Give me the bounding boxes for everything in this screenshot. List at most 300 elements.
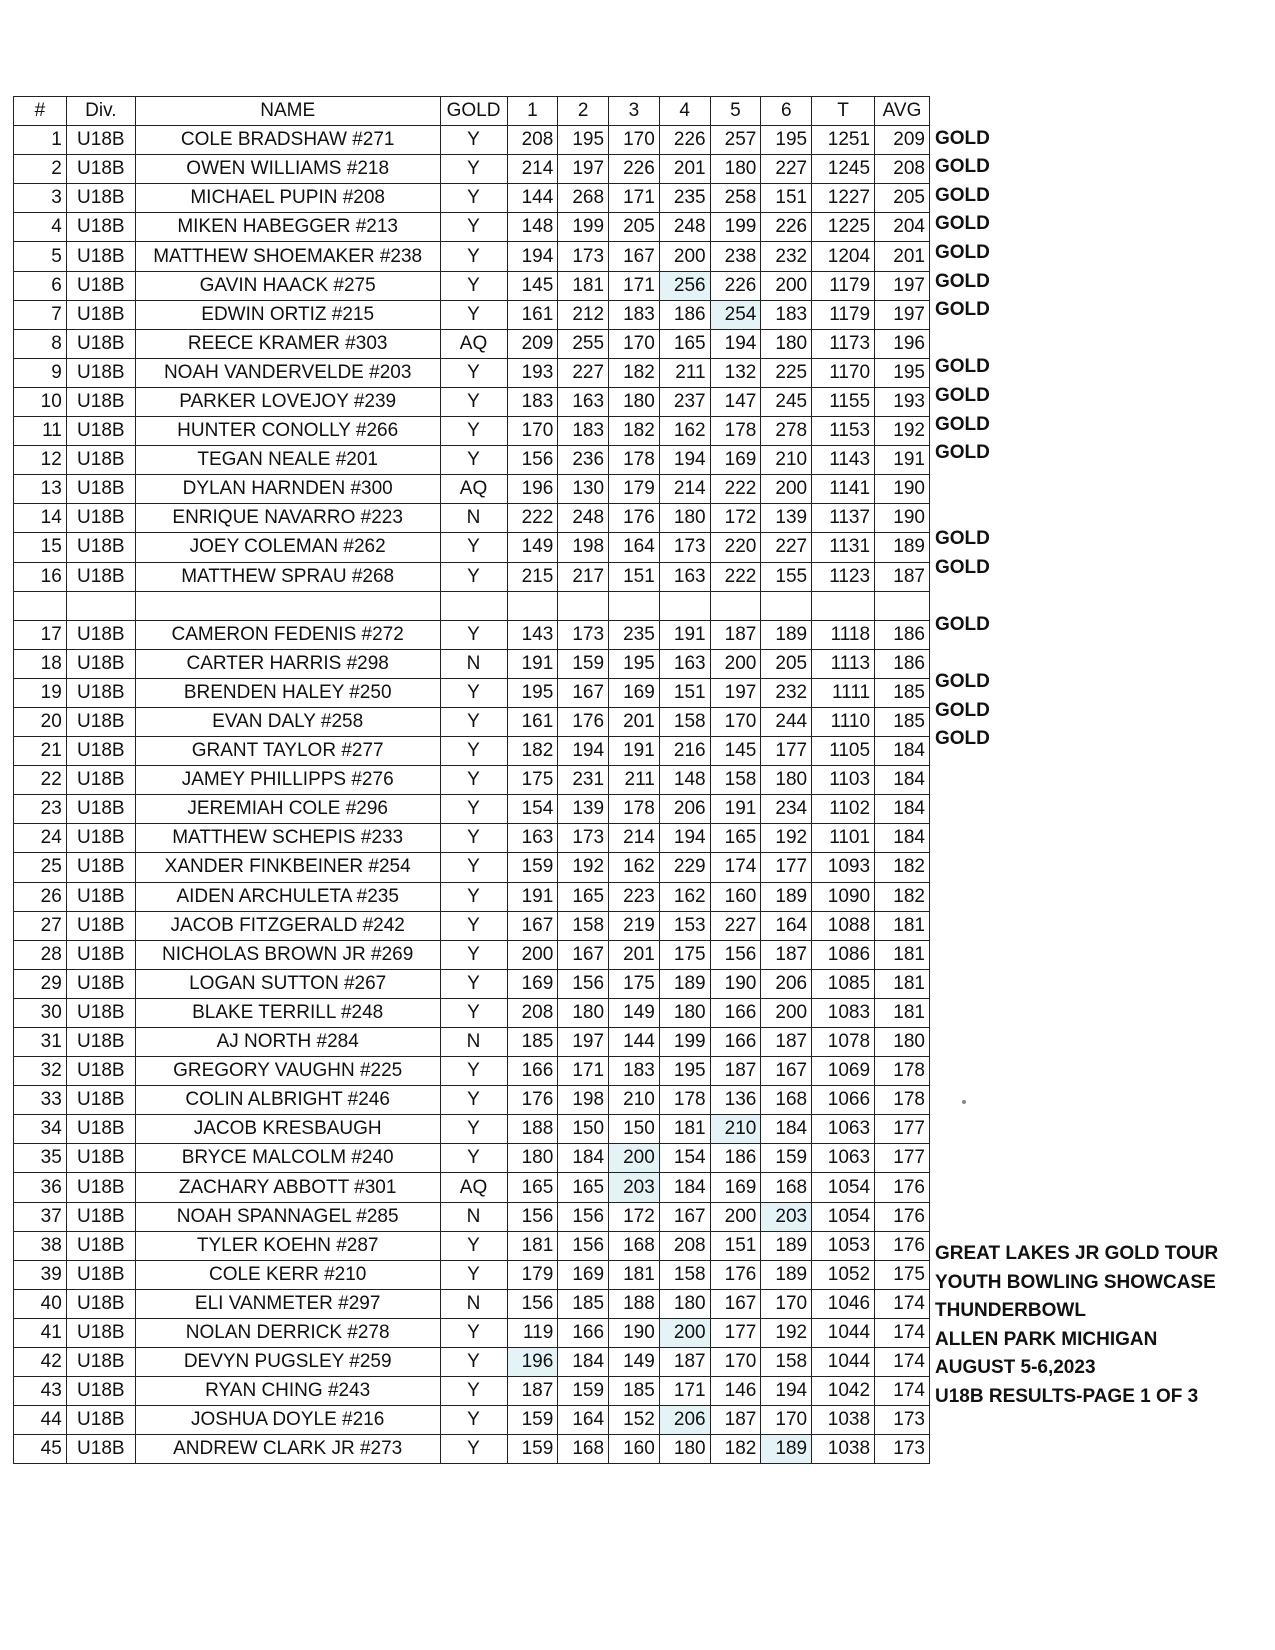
game-2-score-cell: 156 bbox=[558, 1231, 609, 1260]
rank-cell: 42 bbox=[14, 1348, 67, 1377]
game-1-score-cell: 159 bbox=[507, 853, 558, 882]
game-6-score-cell: 226 bbox=[761, 213, 812, 242]
game-6-score-cell: 210 bbox=[761, 446, 812, 475]
average-cell: 204 bbox=[875, 213, 930, 242]
table-row bbox=[14, 358, 930, 387]
game-1-score-cell: 170 bbox=[507, 417, 558, 446]
game-2-score-cell: 236 bbox=[558, 446, 609, 475]
game-5-score-cell: 197 bbox=[710, 678, 761, 707]
average-cell: 178 bbox=[875, 1086, 930, 1115]
rank-cell: 20 bbox=[14, 707, 67, 736]
game-5-score-cell: 166 bbox=[710, 1028, 761, 1057]
bowler-name-cell: OWEN WILLIAMS #218 bbox=[135, 155, 440, 184]
game-3-score-cell: 185 bbox=[609, 1377, 660, 1406]
gold-status-cell: Y bbox=[440, 126, 507, 155]
game-3-score-cell: 160 bbox=[609, 1435, 660, 1464]
total-cell: 1038 bbox=[812, 1406, 875, 1435]
game-2-score-cell: 268 bbox=[558, 184, 609, 213]
game-6-score-cell: 206 bbox=[761, 969, 812, 998]
average-cell: 175 bbox=[875, 1260, 930, 1289]
rank-cell: 3 bbox=[14, 184, 67, 213]
game-5-score-cell: 182 bbox=[710, 1435, 761, 1464]
game-6-score-cell: 139 bbox=[761, 504, 812, 533]
game-5-score-cell: 227 bbox=[710, 911, 761, 940]
average-cell: 208 bbox=[875, 155, 930, 184]
division-cell: U18B bbox=[66, 271, 135, 300]
gold-qualifier-label: GOLD bbox=[935, 356, 990, 378]
gold-qualifier-label: GOLD bbox=[935, 213, 990, 235]
game-1-score-cell: 156 bbox=[507, 1202, 558, 1231]
bowler-name-cell: ELI VANMETER #297 bbox=[135, 1289, 440, 1318]
bowler-name-cell: LOGAN SUTTON #267 bbox=[135, 969, 440, 998]
bowler-name-cell: GREGORY VAUGHN #225 bbox=[135, 1057, 440, 1086]
game-6-score-cell: 164 bbox=[761, 911, 812, 940]
game-1-score-cell: 167 bbox=[507, 911, 558, 940]
game-4-score-cell: 216 bbox=[659, 737, 710, 766]
game-3-score-cell: 144 bbox=[609, 1028, 660, 1057]
game-5-score-cell: 170 bbox=[710, 707, 761, 736]
rank-cell: 2 bbox=[14, 155, 67, 184]
bowler-name-cell: RYAN CHING #243 bbox=[135, 1377, 440, 1406]
game-1-score-cell: 169 bbox=[507, 969, 558, 998]
game-2-score-cell: 139 bbox=[558, 795, 609, 824]
game-4-score-cell: 194 bbox=[659, 824, 710, 853]
game-3-score-cell: 179 bbox=[609, 475, 660, 504]
rank-cell: 4 bbox=[14, 213, 67, 242]
table-row bbox=[14, 1406, 930, 1435]
table-row bbox=[14, 126, 930, 155]
table-row bbox=[14, 766, 930, 795]
total-cell: 1170 bbox=[812, 358, 875, 387]
game-5-score-cell: 178 bbox=[710, 417, 761, 446]
game-1-score-cell: 165 bbox=[507, 1173, 558, 1202]
division-cell: U18B bbox=[66, 126, 135, 155]
game-1-score-cell: 154 bbox=[507, 795, 558, 824]
event-info-line: ALLEN PARK MICHIGAN bbox=[935, 1328, 1158, 1350]
total-cell: 1044 bbox=[812, 1348, 875, 1377]
bowler-name-cell: AIDEN ARCHULETA #235 bbox=[135, 882, 440, 911]
blank-cell bbox=[609, 591, 660, 620]
table-row bbox=[14, 1377, 930, 1406]
division-cell: U18B bbox=[66, 1435, 135, 1464]
rank-cell: 23 bbox=[14, 795, 67, 824]
game-3-score-cell: 178 bbox=[609, 795, 660, 824]
scan-speck bbox=[962, 1100, 966, 1104]
average-cell: 185 bbox=[875, 678, 930, 707]
gold-status-cell: AQ bbox=[440, 329, 507, 358]
table-row bbox=[14, 271, 930, 300]
event-info-line: YOUTH BOWLING SHOWCASE bbox=[935, 1271, 1216, 1293]
blank-cell bbox=[440, 591, 507, 620]
rank-cell: 32 bbox=[14, 1057, 67, 1086]
blank-cell bbox=[875, 591, 930, 620]
gold-qualifier-label: GOLD bbox=[935, 613, 990, 635]
division-cell: U18B bbox=[66, 329, 135, 358]
game-6-score-cell: 232 bbox=[761, 678, 812, 707]
game-1-score-cell: 183 bbox=[507, 387, 558, 416]
header-total: T bbox=[812, 97, 875, 126]
game-4-score-cell: 158 bbox=[659, 1260, 710, 1289]
game-6-score-cell: 180 bbox=[761, 766, 812, 795]
gold-status-cell: Y bbox=[440, 1260, 507, 1289]
total-cell: 1105 bbox=[812, 737, 875, 766]
game-6-score-cell: 194 bbox=[761, 1377, 812, 1406]
game-5-score-cell: 176 bbox=[710, 1260, 761, 1289]
gold-qualifier-label: GOLD bbox=[935, 184, 990, 206]
bowler-name-cell: EDWIN ORTIZ #215 bbox=[135, 300, 440, 329]
game-6-score-cell: 203 bbox=[761, 1202, 812, 1231]
division-cell: U18B bbox=[66, 504, 135, 533]
average-cell: 184 bbox=[875, 766, 930, 795]
bowler-name-cell: DEVYN PUGSLEY #259 bbox=[135, 1348, 440, 1377]
game-2-score-cell: 184 bbox=[558, 1144, 609, 1173]
game-4-score-cell: 191 bbox=[659, 620, 710, 649]
game-3-score-cell: 190 bbox=[609, 1318, 660, 1347]
rank-cell: 6 bbox=[14, 271, 67, 300]
game-6-score-cell: 189 bbox=[761, 1435, 812, 1464]
game-5-score-cell: 180 bbox=[710, 155, 761, 184]
gold-status-cell: Y bbox=[440, 155, 507, 184]
game-6-score-cell: 195 bbox=[761, 126, 812, 155]
game-3-score-cell: 180 bbox=[609, 387, 660, 416]
bowler-name-cell: EVAN DALY #258 bbox=[135, 707, 440, 736]
game-3-score-cell: 171 bbox=[609, 271, 660, 300]
game-4-score-cell: 186 bbox=[659, 300, 710, 329]
average-cell: 205 bbox=[875, 184, 930, 213]
division-cell: U18B bbox=[66, 882, 135, 911]
gold-qualifier-label: GOLD bbox=[935, 242, 990, 263]
game-5-score-cell: 220 bbox=[710, 533, 761, 562]
average-cell: 197 bbox=[875, 271, 930, 300]
game-4-score-cell: 195 bbox=[659, 1057, 710, 1086]
game-6-score-cell: 170 bbox=[761, 1406, 812, 1435]
game-4-score-cell: 171 bbox=[659, 1377, 710, 1406]
game-3-score-cell: 181 bbox=[609, 1260, 660, 1289]
game-6-score-cell: 244 bbox=[761, 707, 812, 736]
total-cell: 1101 bbox=[812, 824, 875, 853]
average-cell: 182 bbox=[875, 853, 930, 882]
game-5-score-cell: 257 bbox=[710, 126, 761, 155]
bowler-name-cell: BRENDEN HALEY #250 bbox=[135, 678, 440, 707]
event-info-line: GREAT LAKES JR GOLD TOUR bbox=[935, 1243, 1219, 1264]
game-3-score-cell: 178 bbox=[609, 446, 660, 475]
table-row bbox=[14, 446, 930, 475]
bowler-name-cell: JEREMIAH COLE #296 bbox=[135, 795, 440, 824]
game-6-score-cell: 177 bbox=[761, 737, 812, 766]
game-1-score-cell: 144 bbox=[507, 184, 558, 213]
table-row bbox=[14, 620, 930, 649]
average-cell: 176 bbox=[875, 1173, 930, 1202]
gold-qualifier-label: GOLD bbox=[935, 442, 990, 464]
rank-cell: 29 bbox=[14, 969, 67, 998]
total-cell: 1054 bbox=[812, 1173, 875, 1202]
total-cell: 1103 bbox=[812, 766, 875, 795]
gold-qualifier-label: GOLD bbox=[935, 699, 990, 721]
game-1-score-cell: 156 bbox=[507, 446, 558, 475]
division-cell: U18B bbox=[66, 1260, 135, 1289]
game-1-score-cell: 196 bbox=[507, 1348, 558, 1377]
bowler-name-cell: NOAH SPANNAGEL #285 bbox=[135, 1202, 440, 1231]
game-6-score-cell: 205 bbox=[761, 649, 812, 678]
gold-status-cell: Y bbox=[440, 300, 507, 329]
average-cell: 189 bbox=[875, 533, 930, 562]
gold-status-cell: Y bbox=[440, 1348, 507, 1377]
average-cell: 181 bbox=[875, 969, 930, 998]
game-5-score-cell: 200 bbox=[710, 1202, 761, 1231]
division-cell: U18B bbox=[66, 1231, 135, 1260]
bowler-name-cell: JACOB KRESBAUGH bbox=[135, 1115, 440, 1144]
division-cell: U18B bbox=[66, 853, 135, 882]
game-3-score-cell: 203 bbox=[609, 1173, 660, 1202]
division-cell: U18B bbox=[66, 1115, 135, 1144]
rank-cell: 34 bbox=[14, 1115, 67, 1144]
gold-status-cell: Y bbox=[440, 620, 507, 649]
gold-qualifier-label: GOLD bbox=[935, 556, 990, 578]
gold-status-cell: AQ bbox=[440, 1173, 507, 1202]
gold-qualifier-label: GOLD bbox=[935, 299, 990, 321]
total-cell: 1225 bbox=[812, 213, 875, 242]
division-cell: U18B bbox=[66, 417, 135, 446]
average-cell: 190 bbox=[875, 475, 930, 504]
game-5-score-cell: 186 bbox=[710, 1144, 761, 1173]
gold-status-cell: Y bbox=[440, 853, 507, 882]
gold-status-cell: N bbox=[440, 1028, 507, 1057]
game-2-score-cell: 130 bbox=[558, 475, 609, 504]
total-cell: 1052 bbox=[812, 1260, 875, 1289]
division-cell: U18B bbox=[66, 387, 135, 416]
total-cell: 1069 bbox=[812, 1057, 875, 1086]
table-row bbox=[14, 998, 930, 1027]
game-3-score-cell: 172 bbox=[609, 1202, 660, 1231]
division-cell: U18B bbox=[66, 533, 135, 562]
total-cell: 1090 bbox=[812, 882, 875, 911]
game-2-score-cell: 199 bbox=[558, 213, 609, 242]
blank-separator-row bbox=[14, 591, 930, 620]
bowler-name-cell: BLAKE TERRILL #248 bbox=[135, 998, 440, 1027]
game-1-score-cell: 208 bbox=[507, 126, 558, 155]
game-2-score-cell: 164 bbox=[558, 1406, 609, 1435]
bowler-name-cell: NICHOLAS BROWN JR #269 bbox=[135, 940, 440, 969]
game-1-score-cell: 209 bbox=[507, 329, 558, 358]
total-cell: 1123 bbox=[812, 562, 875, 591]
average-cell: 176 bbox=[875, 1231, 930, 1260]
division-cell: U18B bbox=[66, 824, 135, 853]
blank-cell bbox=[761, 591, 812, 620]
gold-qualifier-label: GOLD bbox=[935, 127, 990, 149]
game-4-score-cell: 206 bbox=[659, 1406, 710, 1435]
game-4-score-cell: 226 bbox=[659, 126, 710, 155]
rank-cell: 30 bbox=[14, 998, 67, 1027]
gold-qualifier-label: GOLD bbox=[935, 728, 990, 750]
game-4-score-cell: 184 bbox=[659, 1173, 710, 1202]
game-2-score-cell: 194 bbox=[558, 737, 609, 766]
game-3-score-cell: 182 bbox=[609, 358, 660, 387]
gold-status-cell: Y bbox=[440, 1231, 507, 1260]
game-4-score-cell: 189 bbox=[659, 969, 710, 998]
game-1-score-cell: 182 bbox=[507, 737, 558, 766]
average-cell: 174 bbox=[875, 1348, 930, 1377]
division-cell: U18B bbox=[66, 649, 135, 678]
total-cell: 1173 bbox=[812, 329, 875, 358]
game-5-score-cell: 167 bbox=[710, 1289, 761, 1318]
game-6-score-cell: 187 bbox=[761, 1028, 812, 1057]
division-cell: U18B bbox=[66, 155, 135, 184]
table-row bbox=[14, 1231, 930, 1260]
game-1-score-cell: 191 bbox=[507, 882, 558, 911]
division-cell: U18B bbox=[66, 1173, 135, 1202]
game-1-score-cell: 179 bbox=[507, 1260, 558, 1289]
rank-cell: 43 bbox=[14, 1377, 67, 1406]
game-6-score-cell: 184 bbox=[761, 1115, 812, 1144]
bowler-name-cell: COLE BRADSHAW #271 bbox=[135, 126, 440, 155]
bowler-name-cell: AJ NORTH #284 bbox=[135, 1028, 440, 1057]
bowler-name-cell: PARKER LOVEJOY #239 bbox=[135, 387, 440, 416]
game-3-score-cell: 152 bbox=[609, 1406, 660, 1435]
bowler-name-cell: JOEY COLEMAN #262 bbox=[135, 533, 440, 562]
average-cell: 184 bbox=[875, 824, 930, 853]
average-cell: 174 bbox=[875, 1377, 930, 1406]
game-5-score-cell: 160 bbox=[710, 882, 761, 911]
gold-status-cell: Y bbox=[440, 417, 507, 446]
division-cell: U18B bbox=[66, 678, 135, 707]
results-body-top bbox=[14, 126, 930, 592]
table-row bbox=[14, 795, 930, 824]
table-row bbox=[14, 1115, 930, 1144]
game-5-score-cell: 172 bbox=[710, 504, 761, 533]
total-cell: 1179 bbox=[812, 300, 875, 329]
game-5-score-cell: 170 bbox=[710, 1348, 761, 1377]
game-2-score-cell: 169 bbox=[558, 1260, 609, 1289]
gold-status-cell: Y bbox=[440, 242, 507, 271]
game-5-score-cell: 147 bbox=[710, 387, 761, 416]
game-2-score-cell: 165 bbox=[558, 882, 609, 911]
total-cell: 1204 bbox=[812, 242, 875, 271]
game-4-score-cell: 163 bbox=[659, 562, 710, 591]
blank-cell bbox=[135, 591, 440, 620]
game-5-score-cell: 191 bbox=[710, 795, 761, 824]
game-3-score-cell: 170 bbox=[609, 329, 660, 358]
total-cell: 1102 bbox=[812, 795, 875, 824]
total-cell: 1066 bbox=[812, 1086, 875, 1115]
game-1-score-cell: 149 bbox=[507, 533, 558, 562]
game-3-score-cell: 151 bbox=[609, 562, 660, 591]
total-cell: 1086 bbox=[812, 940, 875, 969]
header-rank: # bbox=[14, 97, 67, 126]
game-4-score-cell: 178 bbox=[659, 1086, 710, 1115]
game-1-score-cell: 185 bbox=[507, 1028, 558, 1057]
gold-status-cell: Y bbox=[440, 533, 507, 562]
gold-qualifier-label: GOLD bbox=[935, 385, 990, 406]
average-cell: 176 bbox=[875, 1202, 930, 1231]
game-1-score-cell: 195 bbox=[507, 678, 558, 707]
game-2-score-cell: 185 bbox=[558, 1289, 609, 1318]
game-6-score-cell: 227 bbox=[761, 533, 812, 562]
game-5-score-cell: 200 bbox=[710, 649, 761, 678]
game-5-score-cell: 165 bbox=[710, 824, 761, 853]
average-cell: 196 bbox=[875, 329, 930, 358]
bowler-name-cell: XANDER FINKBEINER #254 bbox=[135, 853, 440, 882]
rank-cell: 11 bbox=[14, 417, 67, 446]
game-4-score-cell: 153 bbox=[659, 911, 710, 940]
game-3-score-cell: 195 bbox=[609, 649, 660, 678]
total-cell: 1063 bbox=[812, 1115, 875, 1144]
bowler-name-cell: REECE KRAMER #303 bbox=[135, 329, 440, 358]
game-1-score-cell: 188 bbox=[507, 1115, 558, 1144]
game-2-score-cell: 198 bbox=[558, 533, 609, 562]
game-4-score-cell: 256 bbox=[659, 271, 710, 300]
rank-cell: 8 bbox=[14, 329, 67, 358]
bowler-name-cell: ENRIQUE NAVARRO #223 bbox=[135, 504, 440, 533]
table-row bbox=[14, 1028, 930, 1057]
game-5-score-cell: 258 bbox=[710, 184, 761, 213]
game-2-score-cell: 167 bbox=[558, 940, 609, 969]
bowler-name-cell: TYLER KOEHN #287 bbox=[135, 1231, 440, 1260]
gold-status-cell: Y bbox=[440, 969, 507, 998]
game-2-score-cell: 198 bbox=[558, 1086, 609, 1115]
game-2-score-cell: 163 bbox=[558, 387, 609, 416]
gold-status-cell: N bbox=[440, 1289, 507, 1318]
rank-cell: 33 bbox=[14, 1086, 67, 1115]
game-4-score-cell: 214 bbox=[659, 475, 710, 504]
gold-status-cell: Y bbox=[440, 998, 507, 1027]
division-cell: U18B bbox=[66, 562, 135, 591]
bowler-name-cell: CAMERON FEDENIS #272 bbox=[135, 620, 440, 649]
game-6-score-cell: 170 bbox=[761, 1289, 812, 1318]
average-cell: 184 bbox=[875, 737, 930, 766]
gold-status-cell: Y bbox=[440, 940, 507, 969]
table-row bbox=[14, 300, 930, 329]
game-4-score-cell: 194 bbox=[659, 446, 710, 475]
gold-status-cell: AQ bbox=[440, 475, 507, 504]
game-5-score-cell: 151 bbox=[710, 1231, 761, 1260]
game-6-score-cell: 177 bbox=[761, 853, 812, 882]
game-1-score-cell: 214 bbox=[507, 155, 558, 184]
game-4-score-cell: 206 bbox=[659, 795, 710, 824]
total-cell: 1179 bbox=[812, 271, 875, 300]
game-5-score-cell: 177 bbox=[710, 1318, 761, 1347]
gold-qualifier-label: GOLD bbox=[935, 671, 990, 692]
gold-status-cell: N bbox=[440, 1202, 507, 1231]
game-4-score-cell: 180 bbox=[659, 1435, 710, 1464]
game-2-score-cell: 183 bbox=[558, 417, 609, 446]
game-2-score-cell: 159 bbox=[558, 649, 609, 678]
rank-cell: 7 bbox=[14, 300, 67, 329]
total-cell: 1227 bbox=[812, 184, 875, 213]
table-row bbox=[14, 1260, 930, 1289]
game-4-score-cell: 199 bbox=[659, 1028, 710, 1057]
game-1-score-cell: 191 bbox=[507, 649, 558, 678]
game-1-score-cell: 215 bbox=[507, 562, 558, 591]
game-5-score-cell: 199 bbox=[710, 213, 761, 242]
table-row bbox=[14, 1348, 930, 1377]
blank-cell bbox=[14, 591, 67, 620]
average-cell: 186 bbox=[875, 649, 930, 678]
bowler-name-cell: TEGAN NEALE #201 bbox=[135, 446, 440, 475]
total-cell: 1046 bbox=[812, 1289, 875, 1318]
rank-cell: 44 bbox=[14, 1406, 67, 1435]
game-6-score-cell: 192 bbox=[761, 1318, 812, 1347]
rank-cell: 16 bbox=[14, 562, 67, 591]
rank-cell: 1 bbox=[14, 126, 67, 155]
game-6-score-cell: 278 bbox=[761, 417, 812, 446]
game-2-score-cell: 176 bbox=[558, 707, 609, 736]
bowler-name-cell: JAMEY PHILLIPPS #276 bbox=[135, 766, 440, 795]
rank-cell: 25 bbox=[14, 853, 67, 882]
game-5-score-cell: 166 bbox=[710, 998, 761, 1027]
game-3-score-cell: 226 bbox=[609, 155, 660, 184]
game-4-score-cell: 208 bbox=[659, 1231, 710, 1260]
game-6-score-cell: 200 bbox=[761, 475, 812, 504]
